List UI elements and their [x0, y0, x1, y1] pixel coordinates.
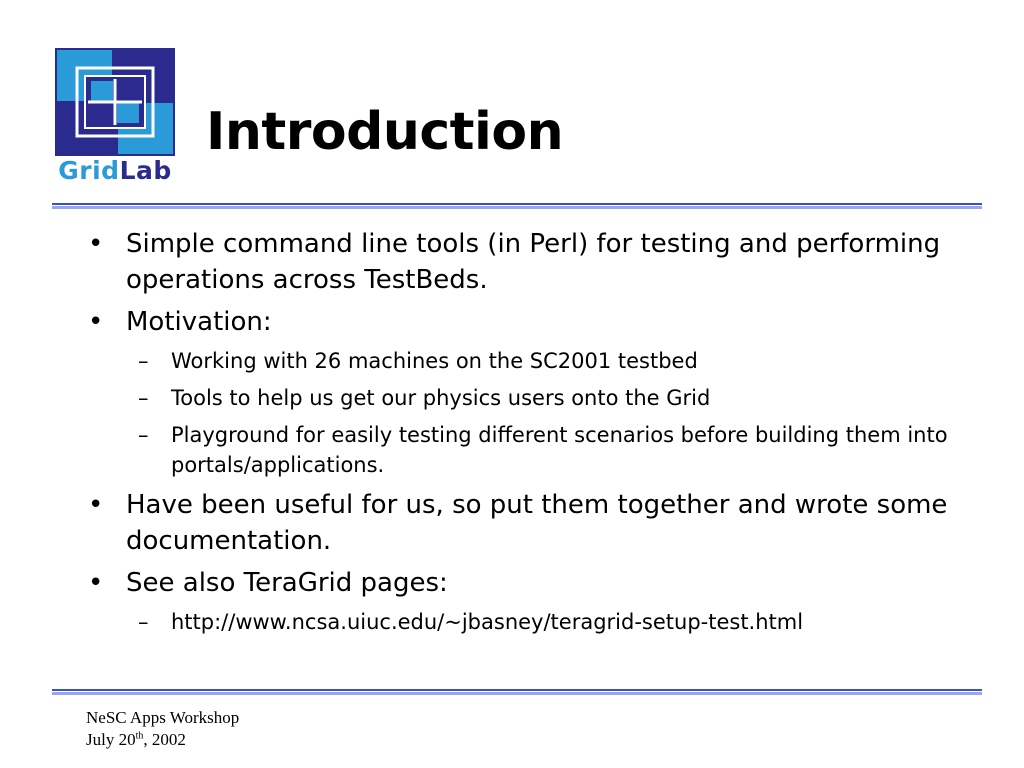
sub-bullet-mark: –	[138, 349, 149, 373]
sub-bullet-mark: –	[138, 610, 149, 634]
bullet-mark: •	[88, 490, 104, 520]
logo-text-lab: Lab	[119, 156, 172, 185]
bullet-item	[80, 565, 960, 601]
logo-text-grid: Grid	[58, 156, 120, 185]
sub-bullet-text: Tools to help us get our physics users onto the Grid	[171, 386, 711, 410]
bullet-mark: •	[88, 568, 104, 598]
footer-event: NeSC Apps Workshop	[86, 708, 240, 727]
bullet-item	[80, 487, 960, 559]
sub-bullet-item	[80, 607, 960, 637]
sub-bullet-item	[80, 420, 960, 480]
sub-bullet-item	[80, 346, 960, 376]
footer-date	[86, 729, 239, 751]
header-divider	[52, 203, 982, 210]
gridlab-logo	[55, 48, 175, 190]
bullet-text: Have been useful for us, so put them together and wrote some documentation.	[126, 490, 948, 556]
logo-wordmark	[55, 156, 175, 186]
bullet-text: Simple command line tools (in Perl) for testing and performing operations across TestBeds.	[126, 229, 941, 295]
bullet-text: Motivation:	[126, 307, 272, 337]
sub-bullet-mark: –	[138, 423, 149, 447]
bullet-item	[80, 304, 960, 340]
sub-bullet-text: Playground for easily testing different scenarios before building them into portals/applications.	[171, 423, 948, 477]
footer-date-prefix: July 20	[86, 730, 136, 749]
bullet-item	[80, 226, 960, 298]
footer-date-sup: th	[135, 730, 144, 742]
slide-title: Introduction	[206, 102, 564, 162]
footer-date-suffix: , 2002	[143, 730, 186, 749]
slide-body	[80, 226, 960, 644]
bullet-mark: •	[88, 307, 104, 337]
sub-bullet-mark: –	[138, 386, 149, 410]
gridlab-logo-icon	[55, 48, 175, 156]
bullet-text: See also TeraGrid pages:	[126, 568, 448, 598]
slide-footer	[86, 707, 239, 751]
sub-bullet-item	[80, 383, 960, 413]
bullet-mark: •	[88, 229, 104, 259]
footer-divider	[52, 689, 982, 696]
sub-bullet-text: Working with 26 machines on the SC2001 testbed	[171, 349, 698, 373]
teragrid-link[interactable]: http://www.ncsa.uiuc.edu/~jbasney/teragrid-setup-test.html	[171, 610, 804, 634]
